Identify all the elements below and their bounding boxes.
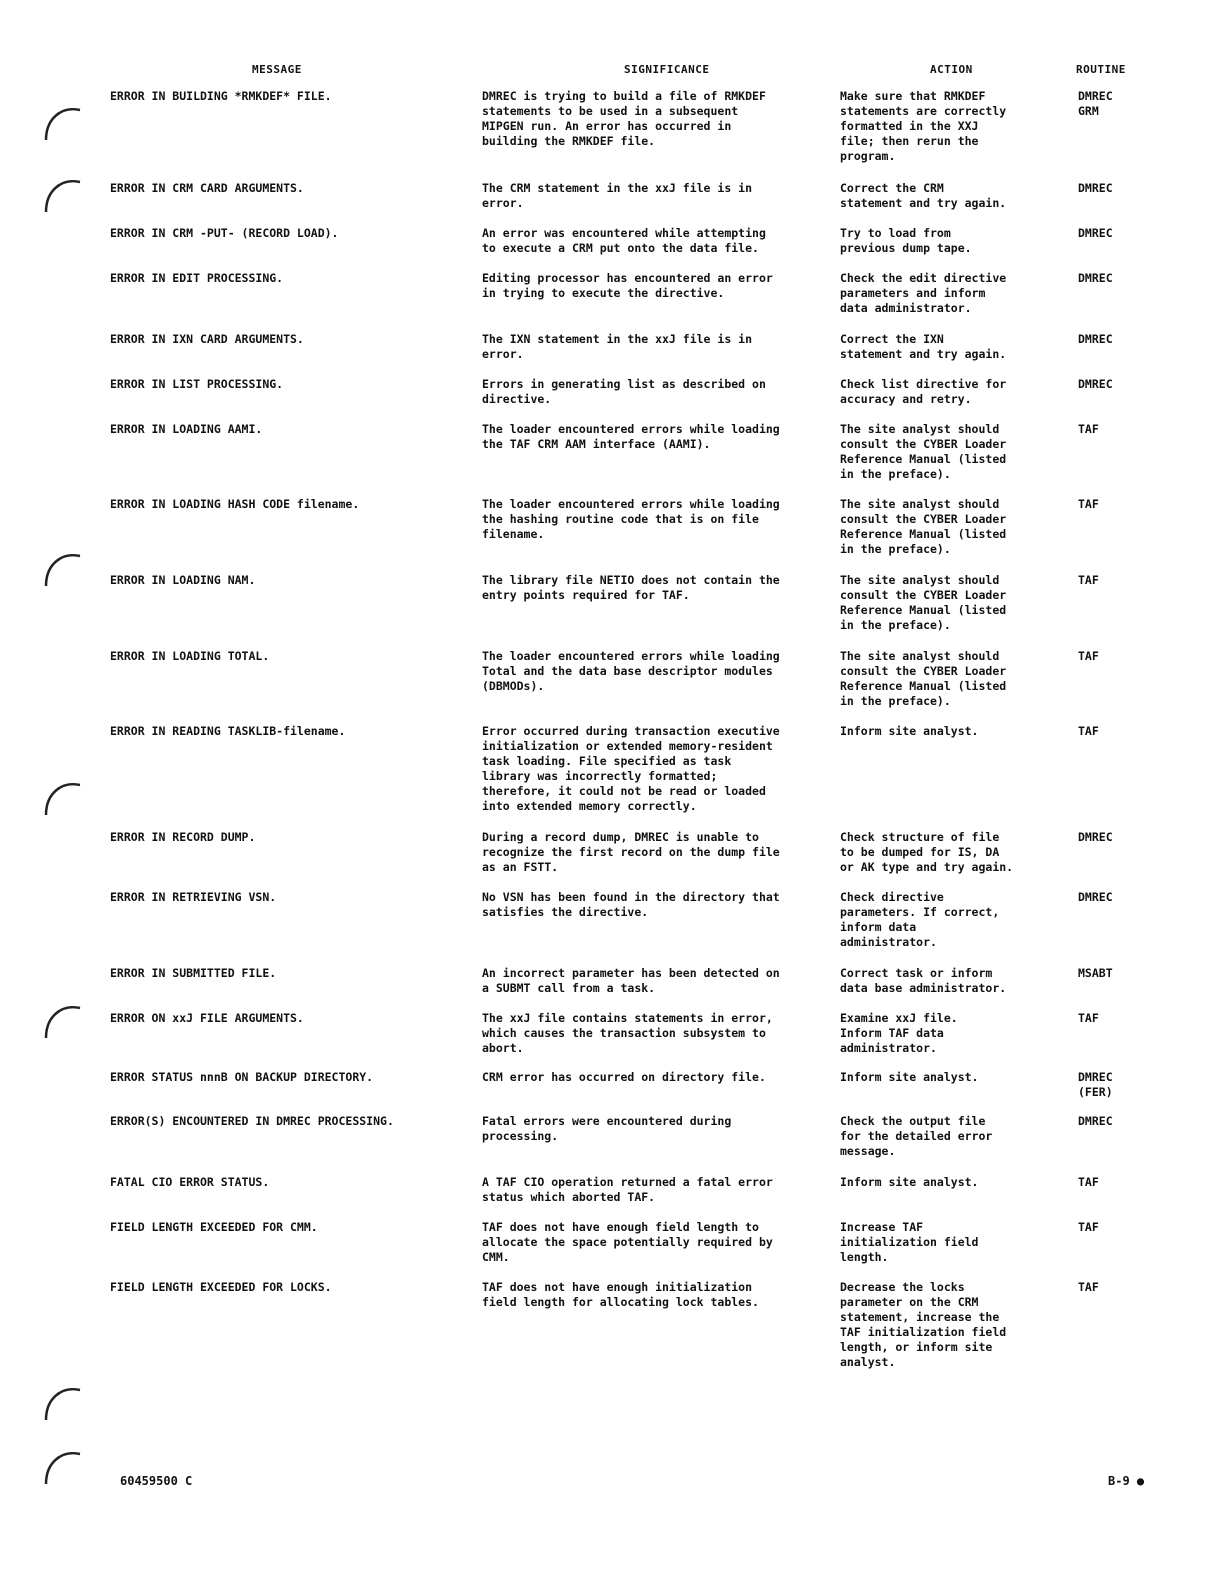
message-cell: FIELD LENGTH EXCEEDED FOR LOCKS. [110, 1280, 332, 1294]
significance-cell: Errors in generating list as described on directive. [482, 377, 766, 406]
message-cell: ERROR IN RECORD DUMP. [110, 830, 256, 844]
significance-cell: The loader encountered errors while loading the hashing routine code that is on file filename. [482, 497, 780, 541]
action-cell: The site analyst should consult the CYBER Loader Reference Manual (listed in the preface). [840, 573, 1007, 632]
significance-cell: The CRM statement in the xxJ file is in error. [482, 181, 753, 210]
punch-hole-mark [40, 1380, 86, 1430]
routine-cell: DMREC [1078, 830, 1113, 844]
header-routine: ROUTINE [1076, 63, 1126, 76]
routine-cell: TAF [1078, 422, 1099, 436]
punch-hole-mark [40, 1444, 86, 1494]
routine-cell: DMREC [1078, 332, 1113, 346]
routine-cell: DMREC (FER) [1078, 1070, 1113, 1099]
significance-cell: Fatal errors were encountered during processing. [482, 1114, 732, 1143]
significance-cell: An error was encountered while attempting to execute a CRM put onto the data file. [482, 226, 766, 255]
message-cell: ERROR IN RETRIEVING VSN. [110, 890, 277, 904]
action-cell: Inform site analyst. [840, 1175, 979, 1189]
header-message: MESSAGE [252, 63, 302, 76]
action-cell: Examine xxJ file. Inform TAF data administrator. [840, 1011, 958, 1055]
routine-cell: TAF [1078, 1175, 1099, 1189]
routine-cell: TAF [1078, 1220, 1099, 1234]
message-cell: ERROR IN READING TASKLIB-filename. [110, 724, 346, 738]
routine-cell: TAF [1078, 1011, 1099, 1025]
significance-cell: Error occurred during transaction executive initialization or extended memory-resident task loading. File specified as task library was incorrectly formatted; therefore, it could not be read or loaded into extended memory correctly. [482, 724, 780, 813]
action-cell: Decrease the locks parameter on the CRM statement, increase the TAF initialization field length, or inform site analyst. [840, 1280, 1007, 1369]
message-cell: ERROR(S) ENCOUNTERED IN DMREC PROCESSING. [110, 1114, 394, 1128]
significance-cell: An incorrect parameter has been detected on a SUBMT call from a task. [482, 966, 780, 995]
message-cell: FATAL CIO ERROR STATUS. [110, 1175, 270, 1189]
routine-cell: MSABT [1078, 966, 1113, 980]
significance-cell: The xxJ file contains statements in error, which causes the transaction subsystem to abort. [482, 1011, 773, 1055]
header-significance: SIGNIFICANCE [624, 63, 710, 76]
message-cell: ERROR IN BUILDING *RMKDEF* FILE. [110, 89, 332, 103]
punch-hole-mark [40, 100, 86, 150]
action-cell: Check the edit directive parameters and inform data administrator. [840, 271, 1007, 315]
action-cell: Correct the IXN statement and try again. [840, 332, 1007, 361]
punch-hole-mark [40, 546, 86, 596]
action-cell: Check structure of file to be dumped for IS, DA or AK type and try again. [840, 830, 1014, 874]
routine-cell: DMREC [1078, 181, 1113, 195]
action-cell: Check the output file for the detailed error message. [840, 1114, 993, 1158]
significance-cell: The library file NETIO does not contain the entry points required for TAF. [482, 573, 780, 602]
punch-hole-mark [40, 998, 86, 1048]
significance-cell: During a record dump, DMREC is unable to recognize the first record on the dump file as an FSTT. [482, 830, 780, 874]
significance-cell: The loader encountered errors while loading the TAF CRM AAM interface (AAMI). [482, 422, 780, 451]
routine-cell: TAF [1078, 724, 1099, 738]
message-cell: ERROR STATUS nnnB ON BACKUP DIRECTORY. [110, 1070, 374, 1084]
action-cell: Check directive parameters. If correct, inform data administrator. [840, 890, 1000, 949]
significance-cell: CRM error has occurred on directory file. [482, 1070, 766, 1084]
significance-cell: No VSN has been found in the directory that satisfies the directive. [482, 890, 780, 919]
message-cell: ERROR IN EDIT PROCESSING. [110, 271, 284, 285]
message-cell: ERROR IN LIST PROCESSING. [110, 377, 284, 391]
action-cell: Make sure that RMKDEF statements are correctly formatted in the XXJ file; then rerun the program. [840, 89, 1007, 163]
routine-cell: DMREC [1078, 271, 1113, 285]
message-cell: FIELD LENGTH EXCEEDED FOR CMM. [110, 1220, 318, 1234]
significance-cell: DMREC is trying to build a file of RMKDEF statements to be used in a subsequent MIPGEN run. An error has occurred in building the RMKDEF file. [482, 89, 766, 148]
message-cell: ERROR IN SUBMITTED FILE. [110, 966, 277, 980]
routine-cell: DMREC [1078, 377, 1113, 391]
page-number: B-9 ● [1108, 1474, 1145, 1488]
action-cell: Inform site analyst. [840, 1070, 979, 1084]
action-cell: The site analyst should consult the CYBER Loader Reference Manual (listed in the preface). [840, 649, 1007, 708]
routine-cell: TAF [1078, 1280, 1099, 1294]
significance-cell: The IXN statement in the xxJ file is in error. [482, 332, 753, 361]
punch-hole-mark [40, 775, 86, 825]
action-cell: Try to load from previous dump tape. [840, 226, 972, 255]
message-cell: ERROR IN LOADING TOTAL. [110, 649, 270, 663]
message-cell: ERROR ON xxJ FILE ARGUMENTS. [110, 1011, 304, 1025]
routine-cell: DMREC [1078, 1114, 1113, 1128]
message-cell: ERROR IN LOADING AAMI. [110, 422, 263, 436]
action-cell: Correct task or inform data base administrator. [840, 966, 1007, 995]
significance-cell: TAF does not have enough field length to allocate the space potentially required by CMM. [482, 1220, 773, 1264]
action-cell: The site analyst should consult the CYBER Loader Reference Manual (listed in the preface). [840, 497, 1007, 556]
routine-cell: TAF [1078, 573, 1099, 587]
significance-cell: TAF does not have enough initialization field length for allocating lock tables. [482, 1280, 759, 1309]
message-cell: ERROR IN CRM -PUT- (RECORD LOAD). [110, 226, 339, 240]
action-cell: Inform site analyst. [840, 724, 979, 738]
routine-cell: DMREC GRM [1078, 89, 1113, 118]
routine-cell: TAF [1078, 497, 1099, 511]
significance-cell: The loader encountered errors while loading Total and the data base descriptor modules (DBMODs). [482, 649, 780, 693]
routine-cell: DMREC [1078, 226, 1113, 240]
routine-cell: DMREC [1078, 890, 1113, 904]
action-cell: Increase TAF initialization field length. [840, 1220, 979, 1264]
document-number: 60459500 C [120, 1474, 193, 1488]
header-action: ACTION [930, 63, 973, 76]
routine-cell: TAF [1078, 649, 1099, 663]
message-cell: ERROR IN LOADING NAM. [110, 573, 256, 587]
message-cell: ERROR IN LOADING HASH CODE filename. [110, 497, 360, 511]
significance-cell: A TAF CIO operation returned a fatal error status which aborted TAF. [482, 1175, 773, 1204]
message-cell: ERROR IN IXN CARD ARGUMENTS. [110, 332, 304, 346]
action-cell: Check list directive for accuracy and retry. [840, 377, 1007, 406]
message-cell: ERROR IN CRM CARD ARGUMENTS. [110, 181, 304, 195]
punch-hole-mark [40, 172, 86, 222]
significance-cell: Editing processor has encountered an error in trying to execute the directive. [482, 271, 773, 300]
action-cell: The site analyst should consult the CYBER Loader Reference Manual (listed in the preface). [840, 422, 1007, 481]
action-cell: Correct the CRM statement and try again. [840, 181, 1007, 210]
